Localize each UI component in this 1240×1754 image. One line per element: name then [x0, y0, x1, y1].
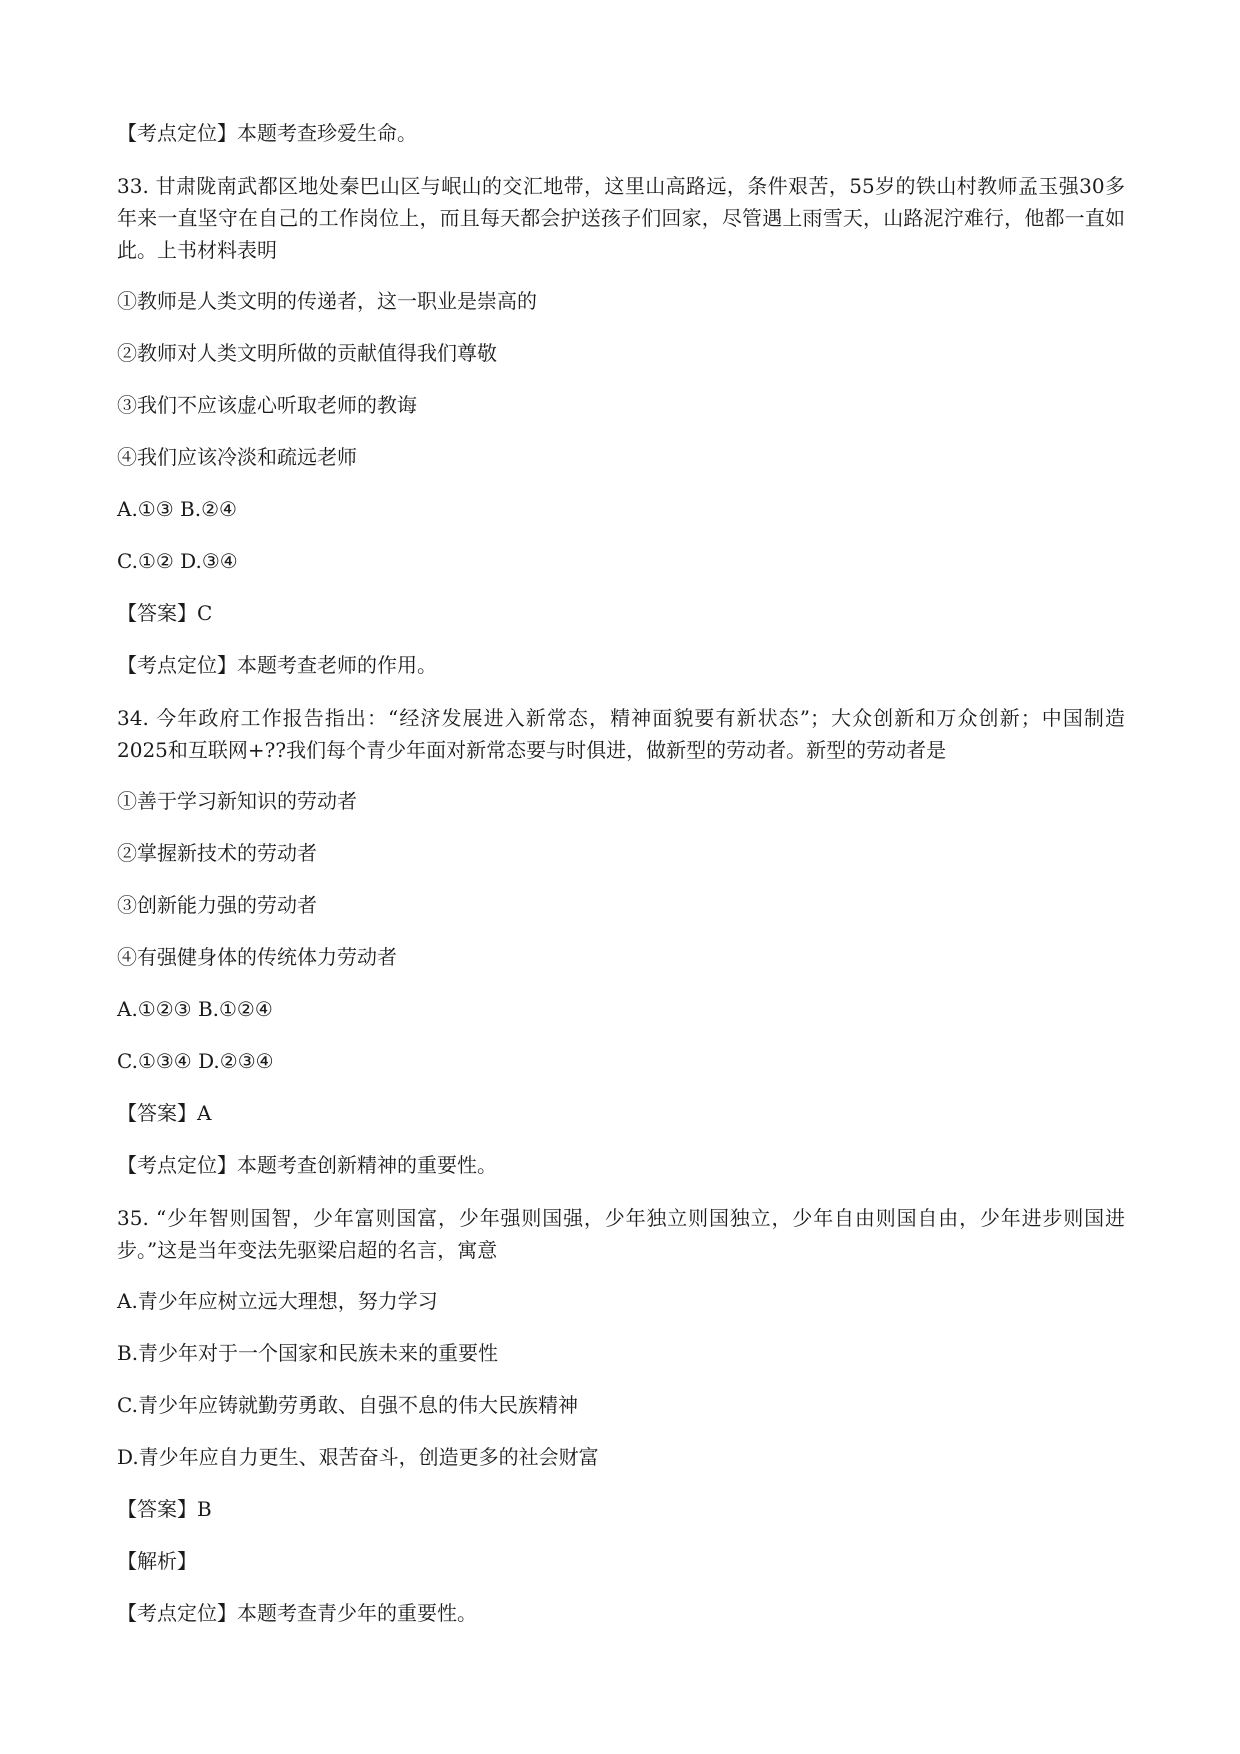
q35-kaodian: 【考点定位】本题考查青少年的重要性。 — [117, 1601, 477, 1625]
q34-option-1: ①善于学习新知识的劳动者 — [117, 789, 357, 813]
q35-option-a: A.青少年应树立远大理想，努力学习 — [117, 1289, 438, 1313]
q34-kaodian: 【考点定位】本题考查创新精神的重要性。 — [117, 1153, 497, 1177]
q34-option-3: ③创新能力强的劳动者 — [117, 893, 317, 917]
question-34-stem: 34. 今年政府工作报告指出：“经济发展进入新常态，精神面貌要有新状态”；大众创新和万众创新；中国制造2025和互联网+??我们每个青少年面对新常态要与时俱进，做新型的劳动者。新型的劳动者是 — [117, 706, 1125, 762]
q34-option-4: ④有强健身体的传统体力劳动者 — [117, 945, 397, 969]
q35-option-c: C.青少年应铸就勤劳勇敢、自强不息的伟大民族精神 — [117, 1393, 578, 1417]
q33-option-3: ③我们不应该虚心听取老师的教诲 — [117, 393, 417, 417]
q34-option-2: ②掌握新技术的劳动者 — [117, 841, 317, 865]
q33-kaodian: 【考点定位】本题考查老师的作用。 — [117, 653, 437, 677]
q33-choices-ab: A.①③ B.②④ — [117, 497, 237, 521]
q35-option-b: B.青少年对于一个国家和民族未来的重要性 — [117, 1341, 499, 1365]
q33-answer: 【答案】C — [117, 601, 213, 625]
q35-option-d: D.青少年应自力更生、艰苦奋斗，创造更多的社会财富 — [117, 1445, 599, 1469]
q35-answer: 【答案】B — [117, 1497, 212, 1521]
q34-answer: 【答案】A — [117, 1101, 212, 1125]
kaodian-32: 【考点定位】本题考查珍爱生命。 — [117, 121, 417, 145]
q34-choices-cd: C.①③④ D.②③④ — [117, 1049, 274, 1073]
q33-choices-cd: C.①② D.③④ — [117, 549, 238, 573]
q34-choices-ab: A.①②③ B.①②④ — [117, 997, 273, 1021]
q35-analysis: 【解析】 — [117, 1549, 197, 1573]
question-35-stem: 35. “少年智则国智，少年富则国富，少年强则国强，少年独立则国独立，少年自由则国自由，少年进步则国进步。”这是当年变法先驱梁启超的名言，寓意 — [117, 1206, 1125, 1262]
question-33-stem: 33. 甘肃陇南武都区地处秦巴山区与岷山的交汇地带，这里山高路远，条件艰苦，55岁的铁山村教师孟玉强30多年来一直坚守在自己的工作岗位上，而且每天都会护送孩子们回家，尽管遇上雨雪天，山路泥泞难行，他都一直如此。上书材料表明 — [117, 174, 1125, 262]
q33-option-2: ②教师对人类文明所做的贡献值得我们尊敬 — [117, 341, 497, 365]
q33-option-4: ④我们应该冷淡和疏远老师 — [117, 445, 357, 469]
q33-option-1: ①教师是人类文明的传递者，这一职业是崇高的 — [117, 289, 537, 313]
